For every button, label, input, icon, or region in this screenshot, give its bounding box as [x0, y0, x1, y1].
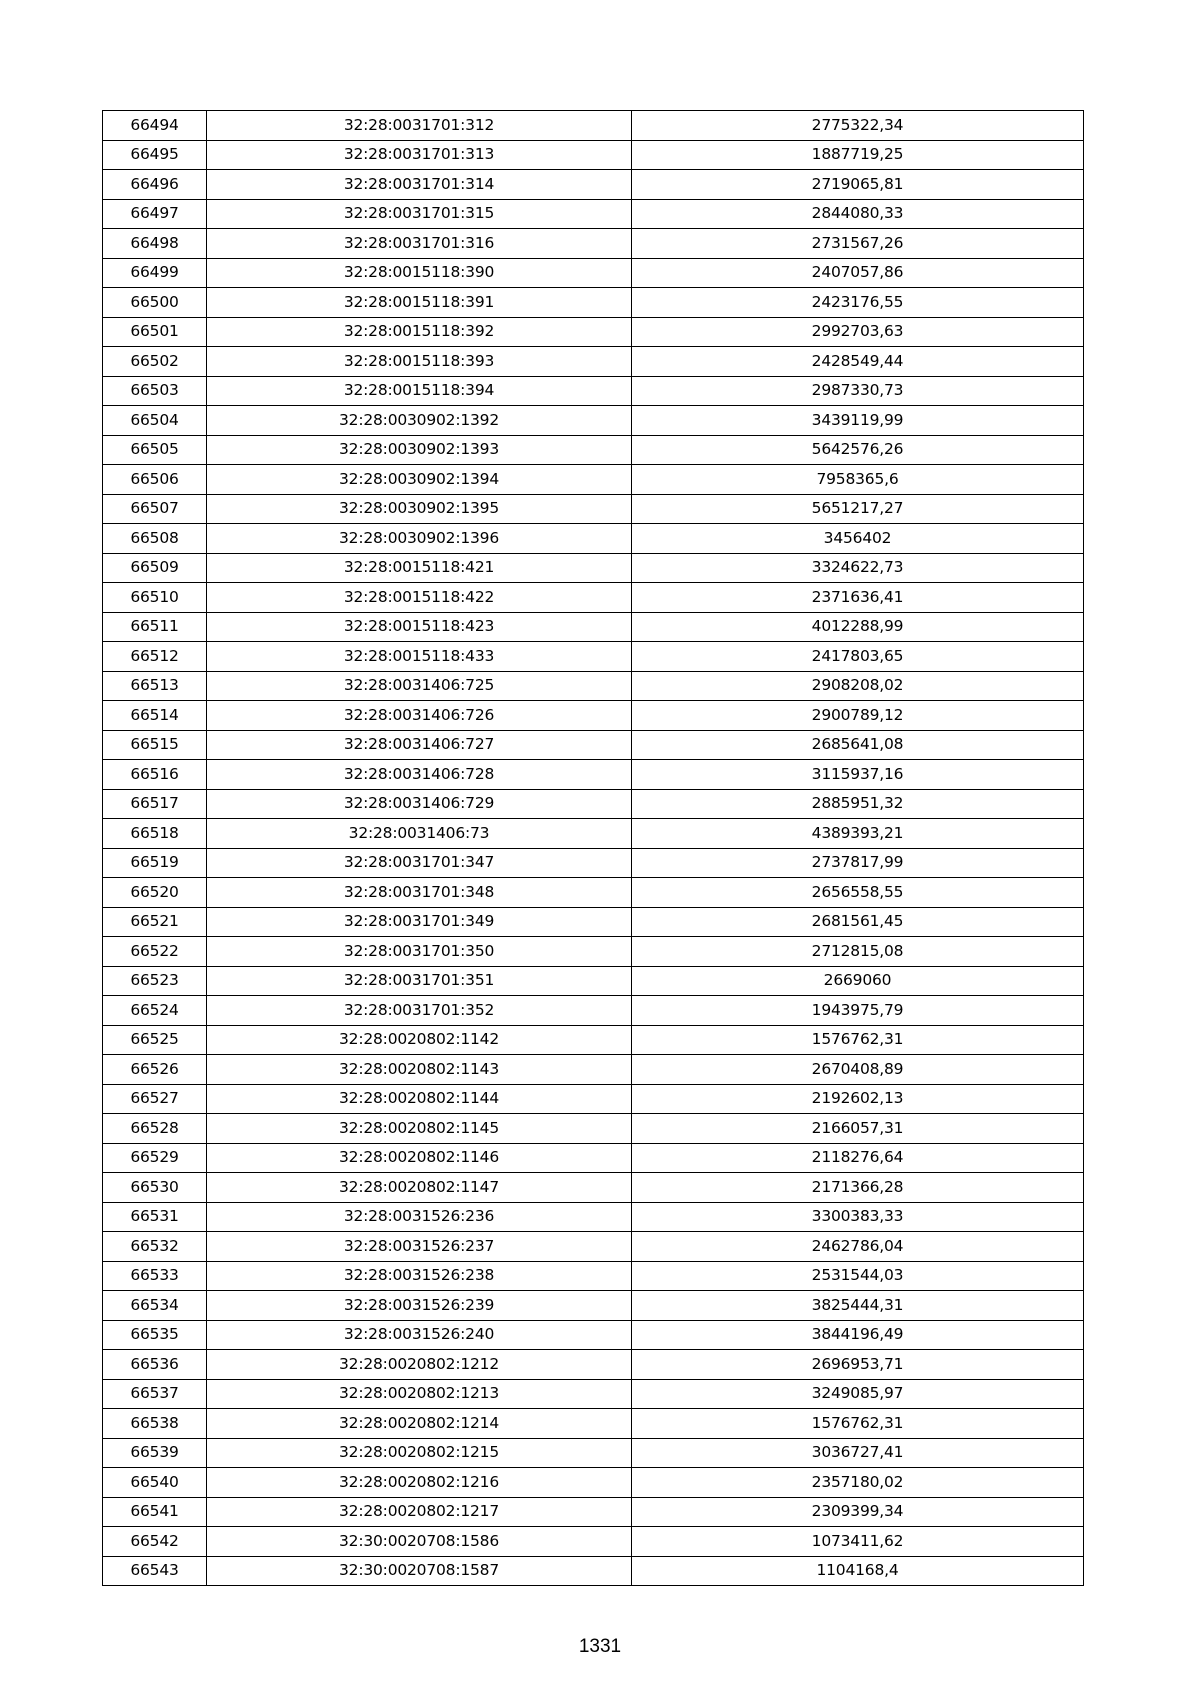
- row-number-cell: 66498: [103, 229, 207, 259]
- cadastral-value-cell: 1576762,31: [632, 1025, 1084, 1055]
- row-number-cell: 66515: [103, 730, 207, 760]
- row-number-cell: 66502: [103, 347, 207, 377]
- cadastral-value-cell: 3300383,33: [632, 1202, 1084, 1232]
- cadastral-value-cell: 2731567,26: [632, 229, 1084, 259]
- row-number-cell: 66535: [103, 1320, 207, 1350]
- cadastral-number-cell: 32:28:0020802:1216: [207, 1468, 632, 1498]
- cadastral-value-cell: 2407057,86: [632, 258, 1084, 288]
- cadastral-value-cell: 2423176,55: [632, 288, 1084, 318]
- cadastral-number-cell: 32:28:0020802:1145: [207, 1114, 632, 1144]
- cadastral-value-cell: 2357180,02: [632, 1468, 1084, 1498]
- table-row: [103, 1202, 1084, 1232]
- cadastral-number-cell: 32:28:0031701:314: [207, 170, 632, 200]
- cadastral-number-cell: 32:28:0015118:390: [207, 258, 632, 288]
- cadastral-value-cell: 2462786,04: [632, 1232, 1084, 1262]
- cadastral-value-cell: 2844080,33: [632, 199, 1084, 229]
- row-number-cell: 66510: [103, 583, 207, 613]
- table-row: [103, 1084, 1084, 1114]
- cadastral-value-table: [102, 110, 1084, 1586]
- row-number-cell: 66529: [103, 1143, 207, 1173]
- table-row: [103, 583, 1084, 613]
- table-row: [103, 347, 1084, 377]
- table-row: [103, 140, 1084, 170]
- row-number-cell: 66514: [103, 701, 207, 731]
- row-number-cell: 66495: [103, 140, 207, 170]
- cadastral-number-cell: 32:28:0031526:236: [207, 1202, 632, 1232]
- row-number-cell: 66509: [103, 553, 207, 583]
- row-number-cell: 66519: [103, 848, 207, 878]
- row-number-cell: 66503: [103, 376, 207, 406]
- table-row: [103, 730, 1084, 760]
- cadastral-number-cell: 32:28:0031526:238: [207, 1261, 632, 1291]
- table-row: [103, 819, 1084, 849]
- cadastral-value-cell: 3036727,41: [632, 1438, 1084, 1468]
- table-row: [103, 1055, 1084, 1085]
- table-row: [103, 1468, 1084, 1498]
- row-number-cell: 66499: [103, 258, 207, 288]
- row-number-cell: 66531: [103, 1202, 207, 1232]
- cadastral-number-cell: 32:28:0031701:350: [207, 937, 632, 967]
- cadastral-number-cell: 32:28:0031701:352: [207, 996, 632, 1026]
- table-row: [103, 789, 1084, 819]
- cadastral-number-cell: 32:28:0031701:315: [207, 199, 632, 229]
- cadastral-value-cell: 1073411,62: [632, 1527, 1084, 1557]
- cadastral-value-cell: 3844196,49: [632, 1320, 1084, 1350]
- cadastral-number-cell: 32:28:0020802:1212: [207, 1350, 632, 1380]
- cadastral-value-cell: 2719065,81: [632, 170, 1084, 200]
- cadastral-number-cell: 32:28:0020802:1215: [207, 1438, 632, 1468]
- cadastral-number-cell: 32:28:0015118:421: [207, 553, 632, 583]
- table-row: [103, 465, 1084, 495]
- cadastral-value-cell: 2118276,64: [632, 1143, 1084, 1173]
- row-number-cell: 66501: [103, 317, 207, 347]
- cadastral-number-cell: 32:28:0020802:1146: [207, 1143, 632, 1173]
- cadastral-value-cell: 2908208,02: [632, 671, 1084, 701]
- cadastral-value-cell: 2737817,99: [632, 848, 1084, 878]
- row-number-cell: 66520: [103, 878, 207, 908]
- row-number-cell: 66500: [103, 288, 207, 318]
- table-row: [103, 1232, 1084, 1262]
- table-row: [103, 1173, 1084, 1203]
- cadastral-number-cell: 32:28:0031701:316: [207, 229, 632, 259]
- table-row: [103, 288, 1084, 318]
- cadastral-value-cell: 2670408,89: [632, 1055, 1084, 1085]
- table-row: [103, 878, 1084, 908]
- row-number-cell: 66504: [103, 406, 207, 436]
- cadastral-number-cell: 32:28:0020802:1142: [207, 1025, 632, 1055]
- cadastral-number-cell: 32:28:0031701:312: [207, 111, 632, 141]
- cadastral-number-cell: 32:28:0031406:728: [207, 760, 632, 790]
- table-body: [103, 111, 1084, 1586]
- cadastral-number-cell: 32:28:0015118:394: [207, 376, 632, 406]
- table-row: [103, 1350, 1084, 1380]
- cadastral-value-cell: 1576762,31: [632, 1409, 1084, 1439]
- table-row: [103, 1143, 1084, 1173]
- row-number-cell: 66534: [103, 1291, 207, 1321]
- cadastral-value-cell: 2900789,12: [632, 701, 1084, 731]
- cadastral-number-cell: 32:28:0031701:347: [207, 848, 632, 878]
- cadastral-number-cell: 32:28:0020802:1144: [207, 1084, 632, 1114]
- row-number-cell: 66496: [103, 170, 207, 200]
- row-number-cell: 66542: [103, 1527, 207, 1557]
- cadastral-value-cell: 2992703,63: [632, 317, 1084, 347]
- cadastral-number-cell: 32:28:0020802:1213: [207, 1379, 632, 1409]
- table-row: [103, 1497, 1084, 1527]
- cadastral-number-cell: 32:28:0030902:1393: [207, 435, 632, 465]
- row-number-cell: 66507: [103, 494, 207, 524]
- cadastral-value-cell: 2775322,34: [632, 111, 1084, 141]
- cadastral-number-cell: 32:28:0020802:1214: [207, 1409, 632, 1439]
- cadastral-value-cell: 2531544,03: [632, 1261, 1084, 1291]
- table-row: [103, 701, 1084, 731]
- cadastral-number-cell: 32:28:0031701:313: [207, 140, 632, 170]
- cadastral-number-cell: 32:28:0030902:1392: [207, 406, 632, 436]
- table-row: [103, 1438, 1084, 1468]
- cadastral-value-cell: 3115937,16: [632, 760, 1084, 790]
- cadastral-number-cell: 32:28:0031701:351: [207, 966, 632, 996]
- table-row: [103, 494, 1084, 524]
- cadastral-number-cell: 32:28:0015118:433: [207, 642, 632, 672]
- row-number-cell: 66522: [103, 937, 207, 967]
- cadastral-value-cell: 3324622,73: [632, 553, 1084, 583]
- cadastral-value-cell: 2696953,71: [632, 1350, 1084, 1380]
- cadastral-value-cell: 3456402: [632, 524, 1084, 554]
- table-row: [103, 553, 1084, 583]
- row-number-cell: 66505: [103, 435, 207, 465]
- table-row: [103, 760, 1084, 790]
- cadastral-value-cell: 4012288,99: [632, 612, 1084, 642]
- cadastral-value-cell: 1104168,4: [632, 1556, 1084, 1586]
- table-row: [103, 229, 1084, 259]
- cadastral-number-cell: 32:28:0015118:392: [207, 317, 632, 347]
- table-row: [103, 1379, 1084, 1409]
- cadastral-number-cell: 32:28:0020802:1147: [207, 1173, 632, 1203]
- row-number-cell: 66539: [103, 1438, 207, 1468]
- table-row: [103, 1409, 1084, 1439]
- row-number-cell: 66511: [103, 612, 207, 642]
- cadastral-value-cell: 2685641,08: [632, 730, 1084, 760]
- table-row: [103, 1556, 1084, 1586]
- row-number-cell: 66517: [103, 789, 207, 819]
- cadastral-number-cell: 32:28:0031406:725: [207, 671, 632, 701]
- cadastral-value-cell: 2681561,45: [632, 907, 1084, 937]
- cadastral-value-cell: 2885951,32: [632, 789, 1084, 819]
- cadastral-value-cell: 3249085,97: [632, 1379, 1084, 1409]
- row-number-cell: 66536: [103, 1350, 207, 1380]
- row-number-cell: 66518: [103, 819, 207, 849]
- row-number-cell: 66524: [103, 996, 207, 1026]
- cadastral-value-cell: 2428549,44: [632, 347, 1084, 377]
- page-number: 1331: [578, 1636, 622, 1657]
- table-row: [103, 907, 1084, 937]
- cadastral-number-cell: 32:28:0020802:1143: [207, 1055, 632, 1085]
- row-number-cell: 66528: [103, 1114, 207, 1144]
- row-number-cell: 66494: [103, 111, 207, 141]
- cadastral-value-cell: 2656558,55: [632, 878, 1084, 908]
- cadastral-number-cell: 32:28:0015118:393: [207, 347, 632, 377]
- cadastral-number-cell: 32:28:0031406:73: [207, 819, 632, 849]
- row-number-cell: 66526: [103, 1055, 207, 1085]
- cadastral-number-cell: 32:30:0020708:1586: [207, 1527, 632, 1557]
- cadastral-value-cell: 5651217,27: [632, 494, 1084, 524]
- cadastral-value-cell: 2987330,73: [632, 376, 1084, 406]
- cadastral-value-cell: 2192602,13: [632, 1084, 1084, 1114]
- table-row: [103, 376, 1084, 406]
- table-row: [103, 524, 1084, 554]
- table-row: [103, 1527, 1084, 1557]
- row-number-cell: 66516: [103, 760, 207, 790]
- table-row: [103, 1114, 1084, 1144]
- row-number-cell: 66533: [103, 1261, 207, 1291]
- row-number-cell: 66537: [103, 1379, 207, 1409]
- table-row: [103, 258, 1084, 288]
- cadastral-number-cell: 32:28:0031406:729: [207, 789, 632, 819]
- cadastral-number-cell: 32:28:0030902:1396: [207, 524, 632, 554]
- row-number-cell: 66530: [103, 1173, 207, 1203]
- row-number-cell: 66541: [103, 1497, 207, 1527]
- row-number-cell: 66508: [103, 524, 207, 554]
- cadastral-number-cell: 32:28:0030902:1395: [207, 494, 632, 524]
- cadastral-value-cell: 3825444,31: [632, 1291, 1084, 1321]
- cadastral-number-cell: 32:28:0031406:726: [207, 701, 632, 731]
- cadastral-value-cell: 2371636,41: [632, 583, 1084, 613]
- cadastral-number-cell: 32:28:0020802:1217: [207, 1497, 632, 1527]
- cadastral-value-cell: 2166057,31: [632, 1114, 1084, 1144]
- table-row: [103, 1291, 1084, 1321]
- table-row: [103, 996, 1084, 1026]
- table-row: [103, 406, 1084, 436]
- table-row: [103, 317, 1084, 347]
- row-number-cell: 66523: [103, 966, 207, 996]
- table-row: [103, 1320, 1084, 1350]
- row-number-cell: 66497: [103, 199, 207, 229]
- row-number-cell: 66538: [103, 1409, 207, 1439]
- row-number-cell: 66527: [103, 1084, 207, 1114]
- table-row: [103, 966, 1084, 996]
- table-row: [103, 671, 1084, 701]
- cadastral-value-cell: 2171366,28: [632, 1173, 1084, 1203]
- cadastral-value-cell: 2712815,08: [632, 937, 1084, 967]
- cadastral-number-cell: 32:28:0031701:348: [207, 878, 632, 908]
- cadastral-number-cell: 32:30:0020708:1587: [207, 1556, 632, 1586]
- table-row: [103, 642, 1084, 672]
- row-number-cell: 66540: [103, 1468, 207, 1498]
- table-row: [103, 1261, 1084, 1291]
- cadastral-number-cell: 32:28:0030902:1394: [207, 465, 632, 495]
- cadastral-value-cell: 4389393,21: [632, 819, 1084, 849]
- row-number-cell: 66512: [103, 642, 207, 672]
- row-number-cell: 66525: [103, 1025, 207, 1055]
- table-row: [103, 435, 1084, 465]
- row-number-cell: 66532: [103, 1232, 207, 1262]
- cadastral-number-cell: 32:28:0015118:391: [207, 288, 632, 318]
- cadastral-value-cell: 2669060: [632, 966, 1084, 996]
- cadastral-value-cell: 5642576,26: [632, 435, 1084, 465]
- cadastral-value-cell: 1943975,79: [632, 996, 1084, 1026]
- row-number-cell: 66506: [103, 465, 207, 495]
- cadastral-number-cell: 32:28:0031526:237: [207, 1232, 632, 1262]
- cadastral-number-cell: 32:28:0031526:239: [207, 1291, 632, 1321]
- table-row: [103, 612, 1084, 642]
- table-row: [103, 199, 1084, 229]
- cadastral-value-cell: 1887719,25: [632, 140, 1084, 170]
- cadastral-number-cell: 32:28:0015118:423: [207, 612, 632, 642]
- cadastral-number-cell: 32:28:0031406:727: [207, 730, 632, 760]
- row-number-cell: 66521: [103, 907, 207, 937]
- cadastral-value-cell: 3439119,99: [632, 406, 1084, 436]
- table-row: [103, 111, 1084, 141]
- cadastral-number-cell: 32:28:0015118:422: [207, 583, 632, 613]
- cadastral-number-cell: 32:28:0031701:349: [207, 907, 632, 937]
- row-number-cell: 66513: [103, 671, 207, 701]
- table-row: [103, 848, 1084, 878]
- cadastral-value-cell: 2309399,34: [632, 1497, 1084, 1527]
- row-number-cell: 66543: [103, 1556, 207, 1586]
- table-row: [103, 1025, 1084, 1055]
- cadastral-number-cell: 32:28:0031526:240: [207, 1320, 632, 1350]
- table-row: [103, 937, 1084, 967]
- cadastral-value-cell: 2417803,65: [632, 642, 1084, 672]
- cadastral-value-cell: 7958365,6: [632, 465, 1084, 495]
- table-row: [103, 170, 1084, 200]
